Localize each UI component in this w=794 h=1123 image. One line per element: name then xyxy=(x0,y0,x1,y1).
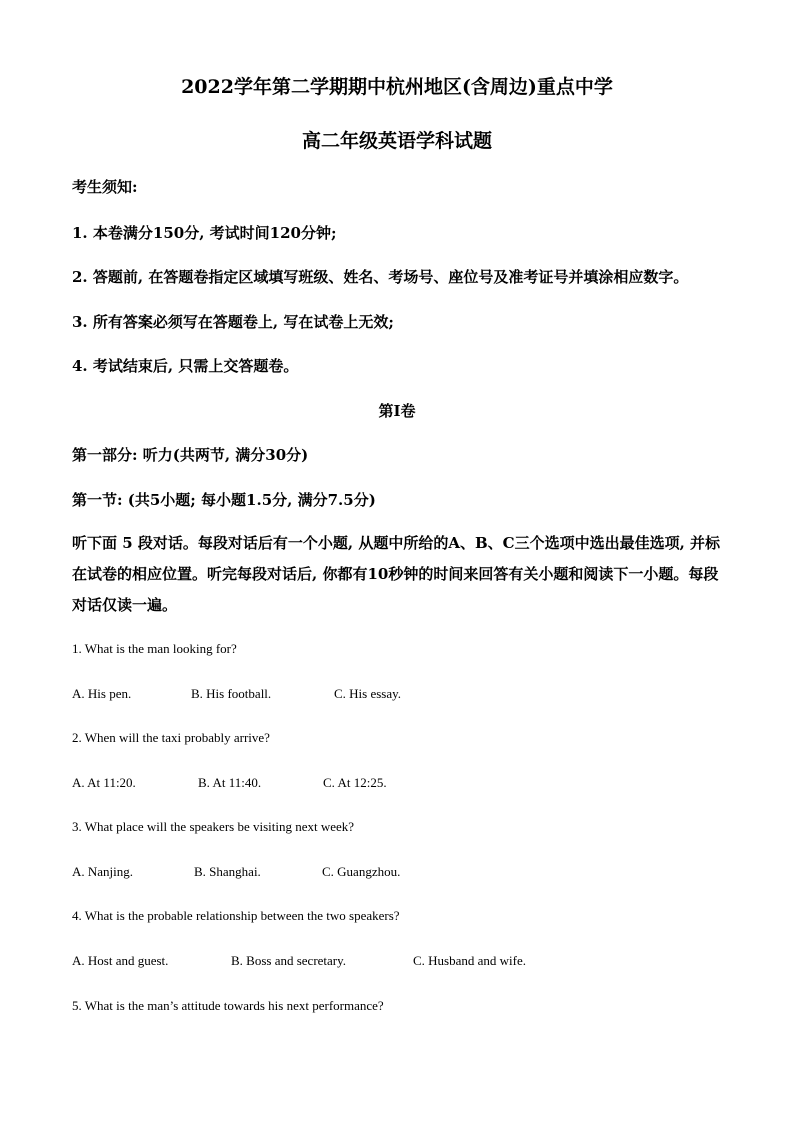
part-heading: 第一部分: 听力(共两节, 满分30分) xyxy=(72,446,309,464)
question-1: 1. What is the man looking for? xyxy=(72,641,237,656)
question-4: 4. What is the probable relationship between the two speakers? xyxy=(72,908,400,923)
option-c: C. Guangzhou. xyxy=(322,864,401,879)
notice-item: 4. 考试结束后, 只需上交答题卷。 xyxy=(72,357,299,375)
notice-item: 2. 答题前, 在答题卷指定区域填写班级、姓名、考场号、座位号及准考证号并填涂相应数字。 xyxy=(72,268,689,286)
question-5: 5. What is the man’s attitude towards his next performance? xyxy=(72,998,384,1013)
section-heading: 第一节: (共5小题; 每小题1.5分, 满分7.5分) xyxy=(72,491,376,509)
notice-heading: 考生须知: xyxy=(72,178,138,196)
option-b: B. Boss and secretary. xyxy=(231,953,347,968)
option-c: C. Husband and wife. xyxy=(413,953,527,968)
option-b: B. His football. xyxy=(191,686,272,701)
option-a: A. Nanjing. xyxy=(72,864,134,879)
notice-item: 3. 所有答案必须写在答题卷上, 写在试卷上无效; xyxy=(72,313,394,331)
option-c: C. His essay. xyxy=(334,686,402,701)
question-3: 3. What place will the speakers be visiting next week? xyxy=(72,819,355,834)
question-2: 2. When will the taxi probably arrive? xyxy=(72,730,270,745)
notice-item: 1. 本卷满分150分, 考试时间120分钟; xyxy=(72,224,337,242)
volume-heading: 第Ⅰ卷 xyxy=(378,402,416,420)
instructions-paragraph: 听下面 5 段对话。每段对话后有一个小题, 从题中所给的A、B、C三个选项中选出最佳选项, 并标在试卷的相应位置。听完每段对话后, 你都有10秒钟的时间来回答有关小题和阅读下一小题。每段对话仅读一遍。 xyxy=(72,534,721,614)
option-a: A. His pen. xyxy=(72,686,132,701)
option-b: B. At 11:40. xyxy=(198,775,262,790)
option-a: A. At 11:20. xyxy=(72,775,136,790)
exam-title: 2022学年第二学期期中杭州地区(含周边)重点中学 xyxy=(181,76,613,98)
exam-subtitle: 高二年级英语学科试题 xyxy=(301,130,492,152)
option-b: B. Shanghai. xyxy=(194,864,261,879)
option-a: A. Host and guest. xyxy=(72,953,169,968)
option-c: C. At 12:25. xyxy=(323,775,387,790)
